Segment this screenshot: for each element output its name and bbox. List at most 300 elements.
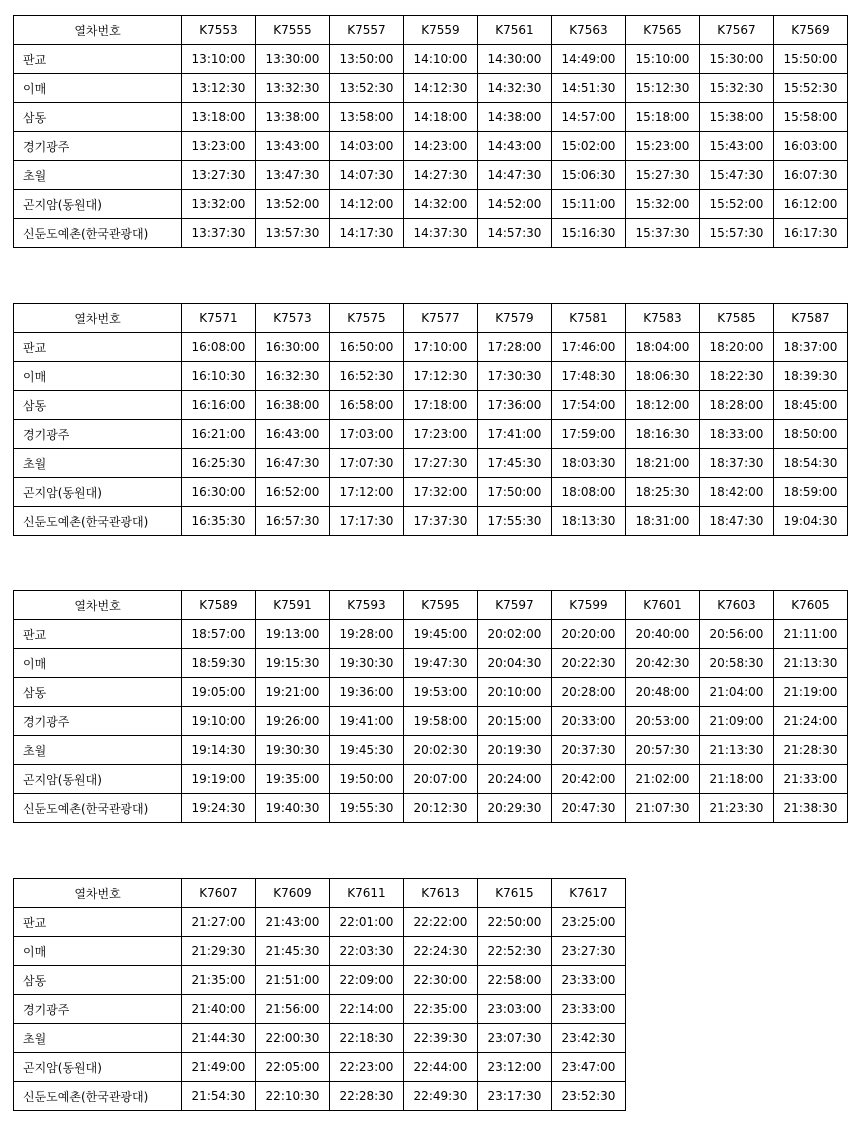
- header-row: [14, 591, 848, 620]
- time-cell: 20:42:30: [626, 649, 700, 678]
- table-row: [14, 507, 848, 536]
- train-number-cell: K7575: [330, 304, 404, 333]
- train-number-cell: K7553: [182, 16, 256, 45]
- time-cell: 20:53:00: [626, 707, 700, 736]
- time-cell: 14:47:30: [478, 161, 552, 190]
- time-cell: 15:12:30: [626, 74, 700, 103]
- time-cell: 15:32:00: [626, 190, 700, 219]
- time-cell: 15:50:00: [774, 45, 848, 74]
- station-name-cell: 이매: [14, 362, 182, 391]
- time-cell: 17:59:00: [552, 420, 626, 449]
- time-cell: 16:16:00: [182, 391, 256, 420]
- time-cell: 21:56:00: [256, 995, 330, 1024]
- header-row: [14, 879, 626, 908]
- time-cell: 13:37:30: [182, 219, 256, 248]
- table-row: [14, 678, 848, 707]
- time-cell: 19:35:00: [256, 765, 330, 794]
- time-cell: 19:45:30: [330, 736, 404, 765]
- time-cell: 16:07:30: [774, 161, 848, 190]
- time-cell: 21:35:00: [182, 966, 256, 995]
- time-cell: 21:04:00: [700, 678, 774, 707]
- time-cell: 22:24:30: [404, 937, 478, 966]
- time-cell: 20:58:30: [700, 649, 774, 678]
- station-name-cell: 초월: [14, 449, 182, 478]
- time-cell: 19:19:00: [182, 765, 256, 794]
- table-row: [14, 736, 848, 765]
- time-cell: 14:30:00: [478, 45, 552, 74]
- time-cell: 17:23:00: [404, 420, 478, 449]
- header-row: [14, 304, 848, 333]
- station-name-cell: 신둔도예촌(한국관광대): [14, 507, 182, 536]
- time-cell: 14:10:00: [404, 45, 478, 74]
- time-cell: 16:52:30: [330, 362, 404, 391]
- time-cell: 23:42:30: [552, 1024, 626, 1053]
- time-cell: 21:51:00: [256, 966, 330, 995]
- time-cell: 18:47:30: [700, 507, 774, 536]
- time-cell: 15:57:30: [700, 219, 774, 248]
- header-row: [14, 16, 848, 45]
- station-name-cell: 곤지암(동원대): [14, 478, 182, 507]
- time-cell: 19:30:30: [330, 649, 404, 678]
- time-cell: 22:00:30: [256, 1024, 330, 1053]
- station-name-cell: 경기광주: [14, 420, 182, 449]
- train-number-cell: K7607: [182, 879, 256, 908]
- time-cell: 18:13:30: [552, 507, 626, 536]
- time-cell: 14:03:00: [330, 132, 404, 161]
- time-cell: 20:24:00: [478, 765, 552, 794]
- time-cell: 22:03:30: [330, 937, 404, 966]
- time-cell: 14:57:00: [552, 103, 626, 132]
- table-row: [14, 391, 848, 420]
- time-cell: 21:24:00: [774, 707, 848, 736]
- time-cell: 20:02:30: [404, 736, 478, 765]
- time-cell: 18:42:00: [700, 478, 774, 507]
- time-cell: 21:43:00: [256, 908, 330, 937]
- train-number-cell: K7573: [256, 304, 330, 333]
- time-cell: 18:59:30: [182, 649, 256, 678]
- time-cell: 20:33:00: [552, 707, 626, 736]
- time-cell: 23:47:00: [552, 1053, 626, 1082]
- time-cell: 17:37:30: [404, 507, 478, 536]
- time-cell: 13:50:00: [330, 45, 404, 74]
- time-cell: 15:06:30: [552, 161, 626, 190]
- time-cell: 17:41:00: [478, 420, 552, 449]
- timetable-3: [13, 590, 848, 823]
- time-cell: 22:23:00: [330, 1053, 404, 1082]
- time-cell: 18:21:00: [626, 449, 700, 478]
- train-number-cell: K7587: [774, 304, 848, 333]
- time-cell: 15:58:00: [774, 103, 848, 132]
- time-cell: 22:49:30: [404, 1082, 478, 1111]
- station-name-cell: 신둔도예촌(한국관광대): [14, 1082, 182, 1111]
- time-cell: 21:28:30: [774, 736, 848, 765]
- train-number-cell: K7593: [330, 591, 404, 620]
- time-cell: 16:03:00: [774, 132, 848, 161]
- time-cell: 17:50:00: [478, 478, 552, 507]
- train-number-cell: K7557: [330, 16, 404, 45]
- time-cell: 15:52:00: [700, 190, 774, 219]
- time-cell: 14:52:00: [478, 190, 552, 219]
- time-cell: 21:40:00: [182, 995, 256, 1024]
- table-row: [14, 995, 626, 1024]
- train-number-cell: K7571: [182, 304, 256, 333]
- train-number-cell: K7611: [330, 879, 404, 908]
- time-cell: 19:58:00: [404, 707, 478, 736]
- time-cell: 18:31:00: [626, 507, 700, 536]
- time-cell: 20:19:30: [478, 736, 552, 765]
- time-cell: 16:12:00: [774, 190, 848, 219]
- time-cell: 13:43:00: [256, 132, 330, 161]
- train-number-cell: K7561: [478, 16, 552, 45]
- table-row: [14, 103, 848, 132]
- table-row: [14, 420, 848, 449]
- time-cell: 13:57:30: [256, 219, 330, 248]
- time-cell: 21:38:30: [774, 794, 848, 823]
- station-name-cell: 신둔도예촌(한국관광대): [14, 794, 182, 823]
- time-cell: 14:27:30: [404, 161, 478, 190]
- time-cell: 17:55:30: [478, 507, 552, 536]
- train-number-cell: K7609: [256, 879, 330, 908]
- train-number-header: 열차번호: [14, 591, 182, 620]
- time-cell: 13:12:30: [182, 74, 256, 103]
- time-cell: 15:52:30: [774, 74, 848, 103]
- station-name-cell: 이매: [14, 649, 182, 678]
- table-row: [14, 620, 848, 649]
- time-cell: 20:12:30: [404, 794, 478, 823]
- time-cell: 16:35:30: [182, 507, 256, 536]
- time-cell: 15:27:30: [626, 161, 700, 190]
- time-cell: 14:49:00: [552, 45, 626, 74]
- time-cell: 17:28:00: [478, 333, 552, 362]
- time-cell: 18:45:00: [774, 391, 848, 420]
- time-cell: 13:10:00: [182, 45, 256, 74]
- time-cell: 20:29:30: [478, 794, 552, 823]
- time-cell: 21:45:30: [256, 937, 330, 966]
- train-number-cell: K7581: [552, 304, 626, 333]
- time-cell: 15:37:30: [626, 219, 700, 248]
- time-cell: 13:47:30: [256, 161, 330, 190]
- table-row: [14, 794, 848, 823]
- station-name-cell: 판교: [14, 620, 182, 649]
- time-cell: 19:53:00: [404, 678, 478, 707]
- time-cell: 21:27:00: [182, 908, 256, 937]
- time-cell: 19:47:30: [404, 649, 478, 678]
- time-cell: 14:57:30: [478, 219, 552, 248]
- time-cell: 15:11:00: [552, 190, 626, 219]
- train-number-cell: K7595: [404, 591, 478, 620]
- station-name-cell: 삼동: [14, 391, 182, 420]
- time-cell: 23:33:00: [552, 966, 626, 995]
- time-cell: 17:27:30: [404, 449, 478, 478]
- time-cell: 18:04:00: [626, 333, 700, 362]
- time-cell: 16:21:00: [182, 420, 256, 449]
- time-cell: 19:40:30: [256, 794, 330, 823]
- train-number-cell: K7585: [700, 304, 774, 333]
- station-name-cell: 이매: [14, 937, 182, 966]
- time-cell: 20:04:30: [478, 649, 552, 678]
- time-cell: 13:18:00: [182, 103, 256, 132]
- time-cell: 17:12:30: [404, 362, 478, 391]
- table-row: [14, 333, 848, 362]
- train-number-cell: K7591: [256, 591, 330, 620]
- time-cell: 21:18:00: [700, 765, 774, 794]
- station-name-cell: 초월: [14, 161, 182, 190]
- time-cell: 16:17:30: [774, 219, 848, 248]
- time-cell: 22:14:00: [330, 995, 404, 1024]
- time-cell: 20:42:00: [552, 765, 626, 794]
- time-cell: 20:10:00: [478, 678, 552, 707]
- train-number-cell: K7577: [404, 304, 478, 333]
- time-cell: 21:11:00: [774, 620, 848, 649]
- station-name-cell: 초월: [14, 736, 182, 765]
- time-cell: 14:12:30: [404, 74, 478, 103]
- time-cell: 14:07:30: [330, 161, 404, 190]
- time-cell: 21:13:30: [700, 736, 774, 765]
- time-cell: 18:57:00: [182, 620, 256, 649]
- time-cell: 20:28:00: [552, 678, 626, 707]
- time-cell: 19:21:00: [256, 678, 330, 707]
- time-cell: 13:30:00: [256, 45, 330, 74]
- table-row: [14, 649, 848, 678]
- time-cell: 19:04:30: [774, 507, 848, 536]
- time-cell: 19:24:30: [182, 794, 256, 823]
- time-cell: 14:17:30: [330, 219, 404, 248]
- time-cell: 14:43:00: [478, 132, 552, 161]
- time-cell: 19:41:00: [330, 707, 404, 736]
- table-row: [14, 765, 848, 794]
- time-cell: 18:06:30: [626, 362, 700, 391]
- train-number-header: 열차번호: [14, 16, 182, 45]
- time-cell: 15:38:00: [700, 103, 774, 132]
- time-cell: 16:43:00: [256, 420, 330, 449]
- time-cell: 17:48:30: [552, 362, 626, 391]
- time-cell: 16:50:00: [330, 333, 404, 362]
- time-cell: 21:19:00: [774, 678, 848, 707]
- time-cell: 19:28:00: [330, 620, 404, 649]
- train-number-cell: K7565: [626, 16, 700, 45]
- time-cell: 16:58:00: [330, 391, 404, 420]
- time-cell: 16:08:00: [182, 333, 256, 362]
- table-row: [14, 219, 848, 248]
- time-cell: 22:44:00: [404, 1053, 478, 1082]
- time-cell: 17:03:00: [330, 420, 404, 449]
- train-number-cell: K7555: [256, 16, 330, 45]
- time-cell: 14:32:30: [478, 74, 552, 103]
- time-cell: 15:10:00: [626, 45, 700, 74]
- time-cell: 19:55:30: [330, 794, 404, 823]
- table-row: [14, 966, 626, 995]
- time-cell: 19:10:00: [182, 707, 256, 736]
- time-cell: 14:51:30: [552, 74, 626, 103]
- station-name-cell: 삼동: [14, 966, 182, 995]
- train-number-cell: K7617: [552, 879, 626, 908]
- train-number-cell: K7567: [700, 16, 774, 45]
- station-name-cell: 곤지암(동원대): [14, 1053, 182, 1082]
- time-cell: 16:10:30: [182, 362, 256, 391]
- time-cell: 21:29:30: [182, 937, 256, 966]
- time-cell: 17:36:00: [478, 391, 552, 420]
- time-cell: 16:30:00: [256, 333, 330, 362]
- time-cell: 17:46:00: [552, 333, 626, 362]
- time-cell: 21:33:00: [774, 765, 848, 794]
- time-cell: 15:47:30: [700, 161, 774, 190]
- station-name-cell: 판교: [14, 908, 182, 937]
- station-name-cell: 경기광주: [14, 995, 182, 1024]
- time-cell: 22:28:30: [330, 1082, 404, 1111]
- time-cell: 13:32:30: [256, 74, 330, 103]
- time-cell: 23:52:30: [552, 1082, 626, 1111]
- time-cell: 20:57:30: [626, 736, 700, 765]
- table-row: [14, 190, 848, 219]
- time-cell: 21:09:00: [700, 707, 774, 736]
- time-cell: 17:45:30: [478, 449, 552, 478]
- time-cell: 19:26:00: [256, 707, 330, 736]
- station-name-cell: 신둔도예촌(한국관광대): [14, 219, 182, 248]
- time-cell: 13:52:30: [330, 74, 404, 103]
- table-row: [14, 1053, 626, 1082]
- time-cell: 17:12:00: [330, 478, 404, 507]
- time-cell: 16:47:30: [256, 449, 330, 478]
- time-cell: 13:32:00: [182, 190, 256, 219]
- station-name-cell: 곤지암(동원대): [14, 190, 182, 219]
- time-cell: 17:18:00: [404, 391, 478, 420]
- station-name-cell: 초월: [14, 1024, 182, 1053]
- time-cell: 14:32:00: [404, 190, 478, 219]
- station-name-cell: 곤지암(동원대): [14, 765, 182, 794]
- train-number-cell: K7569: [774, 16, 848, 45]
- train-number-header: 열차번호: [14, 879, 182, 908]
- station-name-cell: 삼동: [14, 678, 182, 707]
- time-cell: 21:23:30: [700, 794, 774, 823]
- train-number-cell: K7615: [478, 879, 552, 908]
- time-cell: 16:52:00: [256, 478, 330, 507]
- time-cell: 19:36:00: [330, 678, 404, 707]
- time-cell: 17:30:30: [478, 362, 552, 391]
- time-cell: 18:03:30: [552, 449, 626, 478]
- table-row: [14, 161, 848, 190]
- time-cell: 15:30:00: [700, 45, 774, 74]
- time-cell: 17:07:30: [330, 449, 404, 478]
- time-cell: 20:48:00: [626, 678, 700, 707]
- time-cell: 18:37:00: [774, 333, 848, 362]
- time-cell: 17:17:30: [330, 507, 404, 536]
- time-cell: 15:32:30: [700, 74, 774, 103]
- time-cell: 21:49:00: [182, 1053, 256, 1082]
- time-cell: 18:54:30: [774, 449, 848, 478]
- table-row: [14, 132, 848, 161]
- time-cell: 22:22:00: [404, 908, 478, 937]
- time-cell: 20:02:00: [478, 620, 552, 649]
- time-cell: 23:07:30: [478, 1024, 552, 1053]
- time-cell: 18:22:30: [700, 362, 774, 391]
- time-cell: 19:50:00: [330, 765, 404, 794]
- time-cell: 19:30:30: [256, 736, 330, 765]
- time-cell: 14:23:00: [404, 132, 478, 161]
- station-name-cell: 판교: [14, 333, 182, 362]
- time-cell: 13:52:00: [256, 190, 330, 219]
- table-row: [14, 45, 848, 74]
- station-name-cell: 삼동: [14, 103, 182, 132]
- time-cell: 23:25:00: [552, 908, 626, 937]
- station-name-cell: 판교: [14, 45, 182, 74]
- time-cell: 14:37:30: [404, 219, 478, 248]
- time-cell: 22:05:00: [256, 1053, 330, 1082]
- time-cell: 18:25:30: [626, 478, 700, 507]
- time-cell: 20:37:30: [552, 736, 626, 765]
- time-cell: 20:07:00: [404, 765, 478, 794]
- time-cell: 22:35:00: [404, 995, 478, 1024]
- time-cell: 18:37:30: [700, 449, 774, 478]
- time-cell: 16:30:00: [182, 478, 256, 507]
- time-cell: 19:14:30: [182, 736, 256, 765]
- table-row: [14, 362, 848, 391]
- time-cell: 18:50:00: [774, 420, 848, 449]
- time-cell: 15:02:00: [552, 132, 626, 161]
- time-cell: 16:32:30: [256, 362, 330, 391]
- time-cell: 19:15:30: [256, 649, 330, 678]
- time-cell: 18:28:00: [700, 391, 774, 420]
- time-cell: 19:13:00: [256, 620, 330, 649]
- time-cell: 19:45:00: [404, 620, 478, 649]
- time-cell: 22:39:30: [404, 1024, 478, 1053]
- time-cell: 18:39:30: [774, 362, 848, 391]
- time-cell: 14:18:00: [404, 103, 478, 132]
- table-row: [14, 908, 626, 937]
- train-number-cell: K7605: [774, 591, 848, 620]
- time-cell: 17:32:00: [404, 478, 478, 507]
- time-cell: 22:30:00: [404, 966, 478, 995]
- timetable-2: [13, 303, 848, 536]
- train-number-cell: K7589: [182, 591, 256, 620]
- train-number-cell: K7563: [552, 16, 626, 45]
- time-cell: 17:54:00: [552, 391, 626, 420]
- table-row: [14, 449, 848, 478]
- time-cell: 22:10:30: [256, 1082, 330, 1111]
- time-cell: 20:20:00: [552, 620, 626, 649]
- time-cell: 22:18:30: [330, 1024, 404, 1053]
- time-cell: 13:27:30: [182, 161, 256, 190]
- time-cell: 18:16:30: [626, 420, 700, 449]
- time-cell: 18:33:00: [700, 420, 774, 449]
- time-cell: 15:23:00: [626, 132, 700, 161]
- train-number-cell: K7559: [404, 16, 478, 45]
- table-row: [14, 707, 848, 736]
- time-cell: 23:27:30: [552, 937, 626, 966]
- time-cell: 17:10:00: [404, 333, 478, 362]
- time-cell: 22:52:30: [478, 937, 552, 966]
- time-cell: 18:08:00: [552, 478, 626, 507]
- time-cell: 21:13:30: [774, 649, 848, 678]
- train-number-cell: K7597: [478, 591, 552, 620]
- time-cell: 21:02:00: [626, 765, 700, 794]
- time-cell: 18:59:00: [774, 478, 848, 507]
- time-cell: 15:18:00: [626, 103, 700, 132]
- time-cell: 16:57:30: [256, 507, 330, 536]
- time-cell: 22:58:00: [478, 966, 552, 995]
- time-cell: 13:23:00: [182, 132, 256, 161]
- station-name-cell: 경기광주: [14, 707, 182, 736]
- train-number-cell: K7613: [404, 879, 478, 908]
- time-cell: 21:07:30: [626, 794, 700, 823]
- timetable-4: [13, 878, 626, 1111]
- time-cell: 22:09:00: [330, 966, 404, 995]
- train-number-cell: K7599: [552, 591, 626, 620]
- time-cell: 20:22:30: [552, 649, 626, 678]
- time-cell: 14:12:00: [330, 190, 404, 219]
- timetable-1: [13, 15, 848, 248]
- table-row: [14, 1082, 626, 1111]
- table-row: [14, 1024, 626, 1053]
